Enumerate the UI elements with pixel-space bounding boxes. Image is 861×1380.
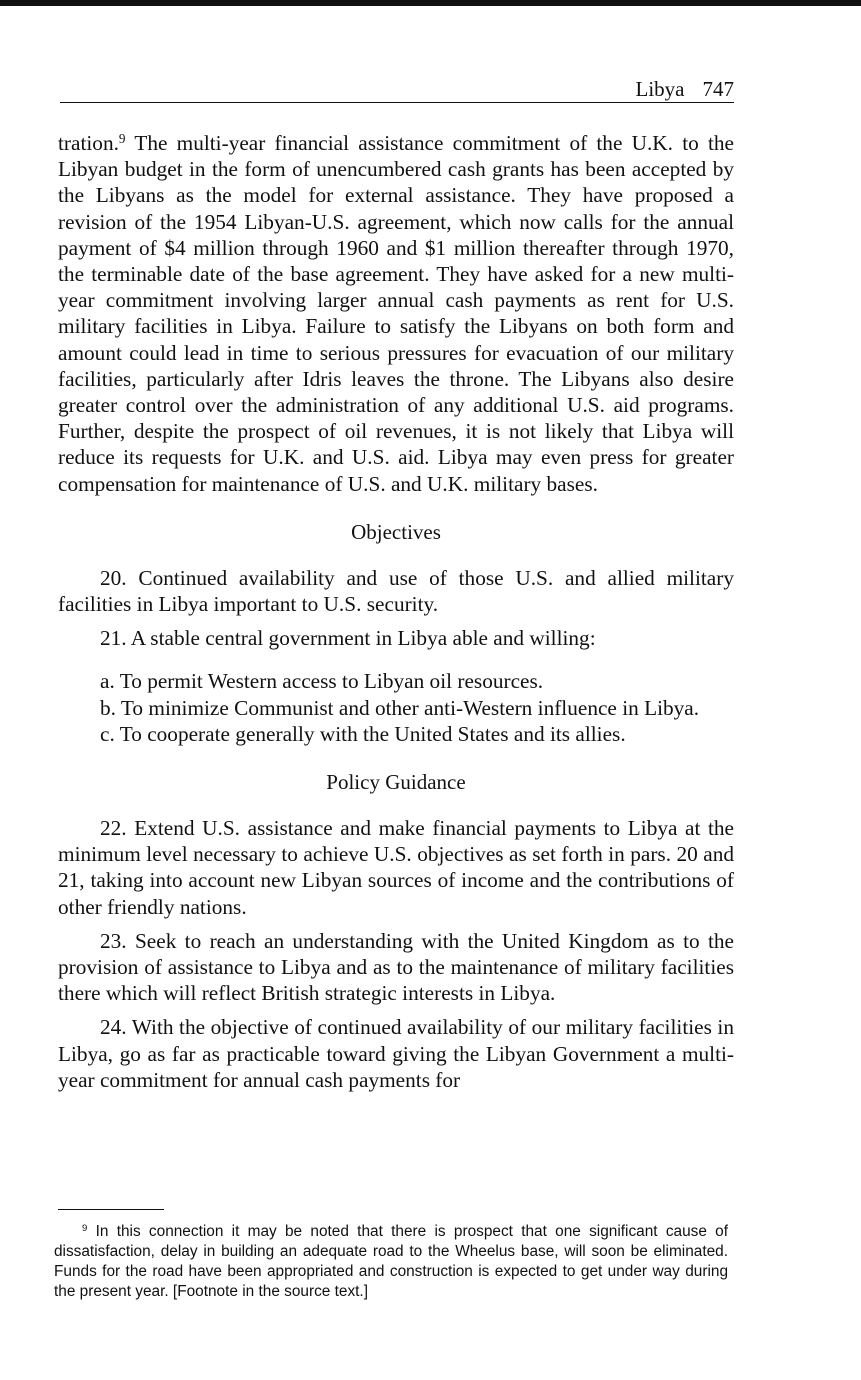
paragraph-continuation-text: The multi-year financial assistance commitment of the U.K. to the Libyan budget in the form of unencumbered cash grants has been accepted by the Libyans as the model for external assistance. They have proposed a revision of the 1954 Libyan-U.S. agreement, which now calls for the annual payment of $4 million through 1960 and $1 million thereafter through 1970, the terminable date of the base agreement. They have asked for a new multi-year commitment involving larger annual cash payments as rent for U.S. military facilities in Libya. Failure to satisfy the Libyans on both form and amount could lead in time to serious pressures for evacuation of our military facilities, particularly after Idris leaves the throne. The Libyans also desire greater control over the administration of any additional U.S. aid programs. Further, despite the prospect of oil revenues, it is not likely that Libya will reduce its requests for U.K. and U.S. aid. Libya may even press for greater compensation for maintenance of U.S. and U.K. military bases. [58,131,734,496]
footnote [54,1222,728,1302]
paragraph-continuation-start: tration. [58,131,119,155]
paragraph-continuation [58,130,734,497]
footnote-marker: 9 [82,1222,88,1234]
subparagraph-21a: a. To permit Western access to Libyan oil resources. [100,669,544,694]
paragraph-21: 21. A stable central government in Libya able and willing: [100,626,596,651]
page-number: 747 [702,77,734,101]
paragraph-23: 23. Seek to reach an understanding with the United Kingdom as to the provision of assistance to Libya and as to the maintenance of military facilities there which will reflect British strategic interests in Libya. [58,928,734,1006]
page-top-border [0,0,861,6]
footnote-reference: 9 [118,130,126,146]
paragraph-22: 22. Extend U.S. assistance and make financial payments to Libya at the minimum level necessary to achieve U.S. objectives as set forth in pars. 20 and 21, taking into account new Libyan sources of income and the contributions of other friendly nations. [58,816,734,919]
objectives-heading: Objectives [351,519,441,544]
footnote-text: In this connection it may be noted that there is prospect that one significant cause of dissatisfaction, delay in building an adequate road to the Wheelus base, will soon be eliminated. Funds for the road have been appropriated and construction is expected to get under way during the present year. [Footnote in the source text.] [54,1223,728,1300]
paragraph-24: 24. With the objective of continued availability of our military facilities in Libya, go as far as practicable toward giving the Libyan Government a multi-year commitment for annual cash payments for [58,1015,734,1092]
policy-guidance-heading: Policy Guidance [326,770,466,795]
paragraph-20: 20. Continued availability and use of those U.S. and allied military facilities in Libya important to U.S. security. [58,565,734,617]
subparagraph-21b: b. To minimize Communist and other anti-Western influence in Libya. [100,695,700,720]
page-body [58,130,734,1093]
running-head-title: Libya [635,77,685,101]
running-header [60,76,734,103]
subparagraph-21c: c. To cooperate generally with the United States and its allies. [100,721,626,746]
footnote-separator [58,1209,164,1210]
